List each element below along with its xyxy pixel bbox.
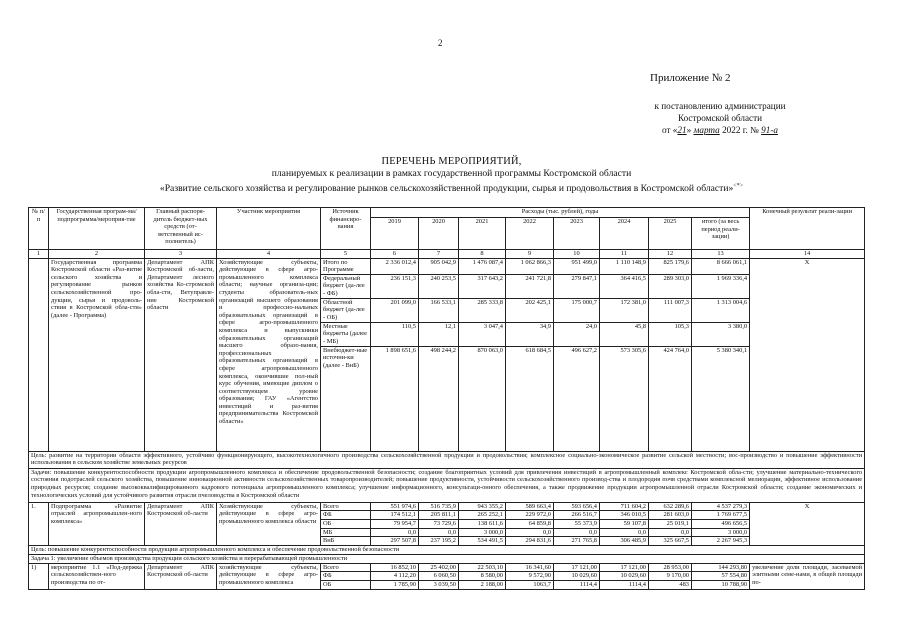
measure-participant: хозяйствующие субъекты, действующие в сфере агро-промышленного комплекса (217, 563, 321, 589)
measure-value: 8 580,00 (459, 572, 506, 581)
header-year: 2019 (371, 218, 419, 250)
subprogram-value: 632 289,6 (649, 502, 692, 511)
measure-value: 10 029,60 (554, 572, 600, 581)
subprogram-value: 3 000,0 (459, 528, 506, 537)
col-number: 13 (692, 250, 750, 259)
decree-date-mid: » (686, 125, 694, 135)
measure-row (29, 563, 865, 572)
subprogram-value: 265 252,1 (459, 511, 506, 520)
subprogram-value: 3 000,0 (692, 528, 750, 537)
program-source: Местные бюджеты (далее - МБ) (321, 322, 371, 346)
subprogram-source: ОБ (321, 519, 371, 528)
program-value: 825 179,6 (649, 258, 692, 274)
program-value: 166 533,1 (419, 298, 459, 322)
program-value: 3 047,4 (459, 322, 506, 346)
header-year: 2025 (649, 218, 692, 250)
measure-manager: Департамент АПК Костромской об-ласти (145, 563, 217, 589)
subprogram-value: 516 735,9 (419, 502, 459, 511)
program-value: 105,3 (649, 322, 692, 346)
subprogram-number: 1. (29, 502, 49, 545)
decree-date-prefix: от « (662, 125, 678, 135)
header-total: итого (за весь период реали-зации) (692, 218, 750, 250)
col-number: 9 (506, 250, 554, 259)
subprogram-value: 229 972,0 (506, 511, 554, 520)
program-manager: Департамент АПК Костромской об-ласти, Департамент лесного хозяйства Ко-стромской обла-сти, Ветуправле-ние Костромской области (145, 258, 217, 451)
subprogram-value: 25 019,1 (649, 519, 692, 528)
header-year: 2020 (419, 218, 459, 250)
program-value: 951 499,0 (554, 258, 600, 274)
decree-reference (600, 100, 840, 136)
subprogram-value: 266 516,7 (554, 511, 600, 520)
measure-value: 16 341,60 (506, 563, 554, 572)
decree-line-2: Костромской области (677, 113, 763, 123)
program-value: 24,0 (554, 322, 600, 346)
measure-value: 3 039,50 (419, 580, 459, 589)
program-value: 111 007,3 (649, 298, 692, 322)
measure-number: 1) (29, 563, 49, 589)
subprogram-value: 325 667,5 (649, 537, 692, 546)
subprogram-result: Х (750, 502, 865, 545)
subprogram-value: 0,0 (600, 528, 649, 537)
subprogram-value: 297 507,8 (371, 537, 419, 546)
subprogram-value: 294 831,6 (506, 537, 554, 546)
program-value: 618 684,5 (506, 346, 554, 451)
measure-value: 9 572,90 (506, 572, 554, 581)
subprogram-source: ВнБ (321, 537, 371, 546)
measure-value: 6 060,50 (419, 572, 459, 581)
program-value: 1 898 651,6 (371, 346, 419, 451)
measure-name: мероприятие 1.1 «Под-держка сельскохозяйствен-ного производства по от- (49, 563, 145, 589)
subprogram-value: 138 611,6 (459, 519, 506, 528)
col-number: 3 (145, 250, 217, 259)
program-value: 279 847,1 (554, 274, 600, 298)
program-participant: Хозяйствующие субъекты, действующие в сфере агро-промышленного комплекса области; научные организа-ции; студенты образователь-ных организаций высшего образования и профессио-нальных образовательных организаций в сфере агро-промышленного комплекса и выпускники образовательных организаций высшего образо-вания, профессиональных образовательных организаций в сфере агропромышленного комплекса, окончившие пол-ный курс обучения, имеющие диплом о соответствующем уровне образования; ГАУ «Агентство инвестиций и раз-вития предпринимательства Костромской области» (217, 258, 321, 451)
measure-source: Всего (321, 563, 371, 572)
program-value: 317 643,2 (459, 274, 506, 298)
subprogram-section (29, 502, 865, 545)
page-number: 2 (438, 38, 443, 48)
subprogram-value: 711 604,2 (600, 502, 649, 511)
subprogram-value: 0,0 (371, 528, 419, 537)
subprogram-source: ФБ (321, 511, 371, 520)
header-year: 2022 (506, 218, 554, 250)
measure-result: увеличение доли площади, засеваемой элитными семе-нами, в общей площади по- (750, 563, 865, 589)
program-value: 573 305,6 (600, 346, 649, 451)
tasks-text: Задачи: повышение конкурентоспособности продукции агропромышленного комплекса и обеспечение продовольственной безопасности; создание благоприятных условий для привлечения инвестиций в агропромышленный комплекс Костромской обла-сти; улучшение материально-технического состояния подотраслей сельского хозяйства, повышение инновационной активности сельскохозяйственных товаропроизводителей; повышение продуктивности, устойчивости сельскохозяйственного производ-ства и плодородия почв средствами комплексной мелиорации, эффективное использование природных ресурсов; создание высококвалифицированного кадрового потенциала агропромышленного комплекса; улучшение информационного, консультаци-онного обеспечения, а также продвижение продукции агропромышленной отрасли Костромской области; создание экономических и технологических условий для устойчивого развития отрасли пчеловодства в Костромской области (29, 468, 865, 502)
program-value: 5 380 340,1 (692, 346, 750, 451)
program-value: 496 627,2 (554, 346, 600, 451)
subgoal-section (29, 545, 865, 563)
goal-text: Цель: развитие на территории области эффективного, устойчиво функционирующего, высокотехнологичного производства сельскохозяйственной продукции и продовольствия; комплексное социально-экономическое развитие сельской местности; вос-производство и повышение эффективности использования в сельском хозяйстве земельных ресурсов (29, 451, 865, 468)
measure-value: 10 029,60 (600, 572, 649, 581)
program-value: 201 099,0 (371, 298, 419, 322)
program-value: 45,8 (600, 322, 649, 346)
program-value: 870 063,0 (459, 346, 506, 451)
title-mark: <*> (733, 183, 744, 189)
measure-value: 2 188,00 (459, 580, 506, 589)
subprogram-value: 281 603,0 (649, 511, 692, 520)
measures-table (28, 207, 865, 590)
decree-number: 91-а (761, 125, 778, 135)
col-number: 11 (600, 250, 649, 259)
decree-date-line (600, 124, 840, 136)
measure-value: 22 503,10 (459, 563, 506, 572)
subprogram-value: 346 010,5 (600, 511, 649, 520)
subprogram-value: 271 765,8 (554, 537, 600, 546)
program-value: 202 425,1 (506, 298, 554, 322)
decree-year: 2022 г. № (719, 125, 762, 135)
program-value: 364 416,5 (600, 274, 649, 298)
title-line-2: планируемых к реализации в рамках государственной программы Костромской области (271, 168, 632, 179)
appendix-title: Приложение № 2 (650, 72, 731, 84)
program-value: 1 476 087,4 (459, 258, 506, 274)
subprogram-value: 2 267 945,3 (692, 537, 750, 546)
program-value: 905 042,9 (419, 258, 459, 274)
program-value: 1 969 336,4 (692, 274, 750, 298)
measure-value: 483 (649, 580, 692, 589)
subprogram-goal-text: Цель: повышение конкурентоспособности продукции агропромышленного комплекса и обеспечение продовольственной безопасности (29, 545, 865, 554)
col-number: 8 (459, 250, 506, 259)
decree-month: марта (693, 125, 720, 135)
measure-value: 1063,7 (506, 580, 554, 589)
subprogram-value: 593 656,4 (554, 502, 600, 511)
header-participant: Участник мероприятия (217, 208, 321, 250)
subprogram-participant: Хозяйствующие субъекты, действующие в сфере агро-промышленного комплекса области (217, 502, 321, 545)
task-1-text: Задача 1: увеличение объемов производства продукции сельского хозяйства и перерабатывающей промышленности (29, 554, 865, 563)
col-number: 2 (49, 250, 145, 259)
title-line-3-text: «Развитие сельского хозяйства и регулирование рынков сельскохозяйственной продукции, сырья и продовольствия в Костромской области» (159, 183, 734, 195)
program-result: Х (750, 258, 865, 451)
program-value: 3 380,0 (692, 322, 750, 346)
subprogram-value: 237 195,2 (419, 537, 459, 546)
program-value: 240 253,5 (419, 274, 459, 298)
measure-source: ОБ (321, 580, 371, 589)
measure-value: 9 170,00 (649, 572, 692, 581)
subprogram-value: 59 107,8 (600, 519, 649, 528)
col-number: 7 (419, 250, 459, 259)
subprogram-value: 79 954,7 (371, 519, 419, 528)
measure-value: 16 852,10 (371, 563, 419, 572)
header-year: 2024 (600, 218, 649, 250)
subprogram-value: 306 485,9 (600, 537, 649, 546)
program-source: Итого по Программе (321, 258, 371, 274)
subprogram-value: 943 355,2 (459, 502, 506, 511)
subprogram-value: 205 811,1 (419, 511, 459, 520)
program-number (29, 258, 49, 451)
subprogram-value: 0,0 (506, 528, 554, 537)
subprogram-value: 496 656,5 (692, 519, 750, 528)
program-value: 2 336 012,4 (371, 258, 419, 274)
subprogram-source: Всего (321, 502, 371, 511)
program-value: 241 721,8 (506, 274, 554, 298)
subprogram-row (29, 502, 865, 511)
program-value: 8 666 061,1 (692, 258, 750, 274)
program-name: Государственная программа Костромской области «Раз-витие сельского хозяйства и регулирование рынков сельскохозяйственной про-дукции, сырья и продоволь-ствия в Костромской обла-сти» (далее - Программа) (49, 258, 145, 451)
subprogram-value: 534 491,5 (459, 537, 506, 546)
header-year: 2021 (459, 218, 506, 250)
col-number: 14 (750, 250, 865, 259)
subprogram-value: 1 769 677,5 (692, 511, 750, 520)
subprogram-value: 55 373,9 (554, 519, 600, 528)
measure-value: 57 554,80 (692, 572, 750, 581)
measure-value: 4 112,20 (371, 572, 419, 581)
measure-value: 17 121,00 (600, 563, 649, 572)
subprogram-value: 0,0 (649, 528, 692, 537)
col-number: 5 (321, 250, 371, 259)
program-value: 424 764,0 (649, 346, 692, 451)
header-source: Источник финансиро-вания (321, 208, 371, 250)
measure-source: ФБ (321, 572, 371, 581)
header-no: № п/п (29, 208, 49, 250)
goal-section (29, 451, 865, 502)
program-value: 1 062 866,3 (506, 258, 554, 274)
subprogram-value: 551 974,6 (371, 502, 419, 511)
measure-value: 25 402,00 (419, 563, 459, 572)
col-number: 1 (29, 250, 49, 259)
program-source: Внебюджет-ные источни-ки (далее - ВнБ) (321, 346, 371, 451)
col-number: 4 (217, 250, 321, 259)
measure-value: 1 785,90 (371, 580, 419, 589)
subprogram-name: Подпрограмма «Развитие отраслей агропромышлен-ного комплекса» (49, 502, 145, 545)
measure-value: 1114,4 (600, 580, 649, 589)
measure-value: 144 293,80 (692, 563, 750, 572)
title-line-1: ПЕРЕЧЕНЬ МЕРОПРИЯТИЙ, (381, 156, 522, 167)
measure-value: 10 788,90 (692, 580, 750, 589)
program-section (29, 258, 865, 451)
program-value: 175 000,7 (554, 298, 600, 322)
subprogram-value: 589 663,4 (506, 502, 554, 511)
col-number: 12 (649, 250, 692, 259)
measure-value: 17 121,00 (554, 563, 600, 572)
header-expenses: Расходы (тыс. рублей), годы (371, 208, 750, 218)
program-value: 1 110 148,9 (600, 258, 649, 274)
header-result: Конечный результат реали-зации (750, 208, 865, 250)
program-value: 12,1 (419, 322, 459, 346)
subprogram-value: 0,0 (419, 528, 459, 537)
subprogram-manager: Департамент АПК Костромской об-ласти (145, 502, 217, 545)
program-value: 498 244,2 (419, 346, 459, 451)
program-value: 110,5 (371, 322, 419, 346)
program-value: 1 313 004,6 (692, 298, 750, 322)
subprogram-value: 4 537 279,3 (692, 502, 750, 511)
header-program: Государственная програм-ма/подпрограмма/мероприя-тие (49, 208, 145, 250)
program-source: Федеральный бюджет (да-лее - ФБ) (321, 274, 371, 298)
program-value: 34,9 (506, 322, 554, 346)
document-title (0, 156, 903, 195)
col-number: 6 (371, 250, 419, 259)
measure-value: 28 953,00 (649, 563, 692, 572)
header-year: 2023 (554, 218, 600, 250)
program-value: 285 333,8 (459, 298, 506, 322)
program-value: 172 381,0 (600, 298, 649, 322)
program-value: 289 303,0 (649, 274, 692, 298)
measure-section (29, 563, 865, 589)
subprogram-value: 73 729,6 (419, 519, 459, 528)
subprogram-value: 174 512,1 (371, 511, 419, 520)
measure-value: 1114,4 (554, 580, 600, 589)
decree-line-1: к постановлению администрации (654, 101, 786, 111)
subprogram-value: 0,0 (554, 528, 600, 537)
subprogram-source: МБ (321, 528, 371, 537)
program-source: Областной бюджет (да-лее - ОБ) (321, 298, 371, 322)
col-number: 10 (554, 250, 600, 259)
decree-day: 21 (677, 125, 687, 135)
program-row (29, 258, 865, 274)
title-line-3 (0, 180, 903, 195)
subprogram-value: 64 859,8 (506, 519, 554, 528)
header-manager: Главный распоря-дитель бюджет-ных средств (от-ветственный ис-полнитель) (145, 208, 217, 250)
program-value: 236 151,3 (371, 274, 419, 298)
